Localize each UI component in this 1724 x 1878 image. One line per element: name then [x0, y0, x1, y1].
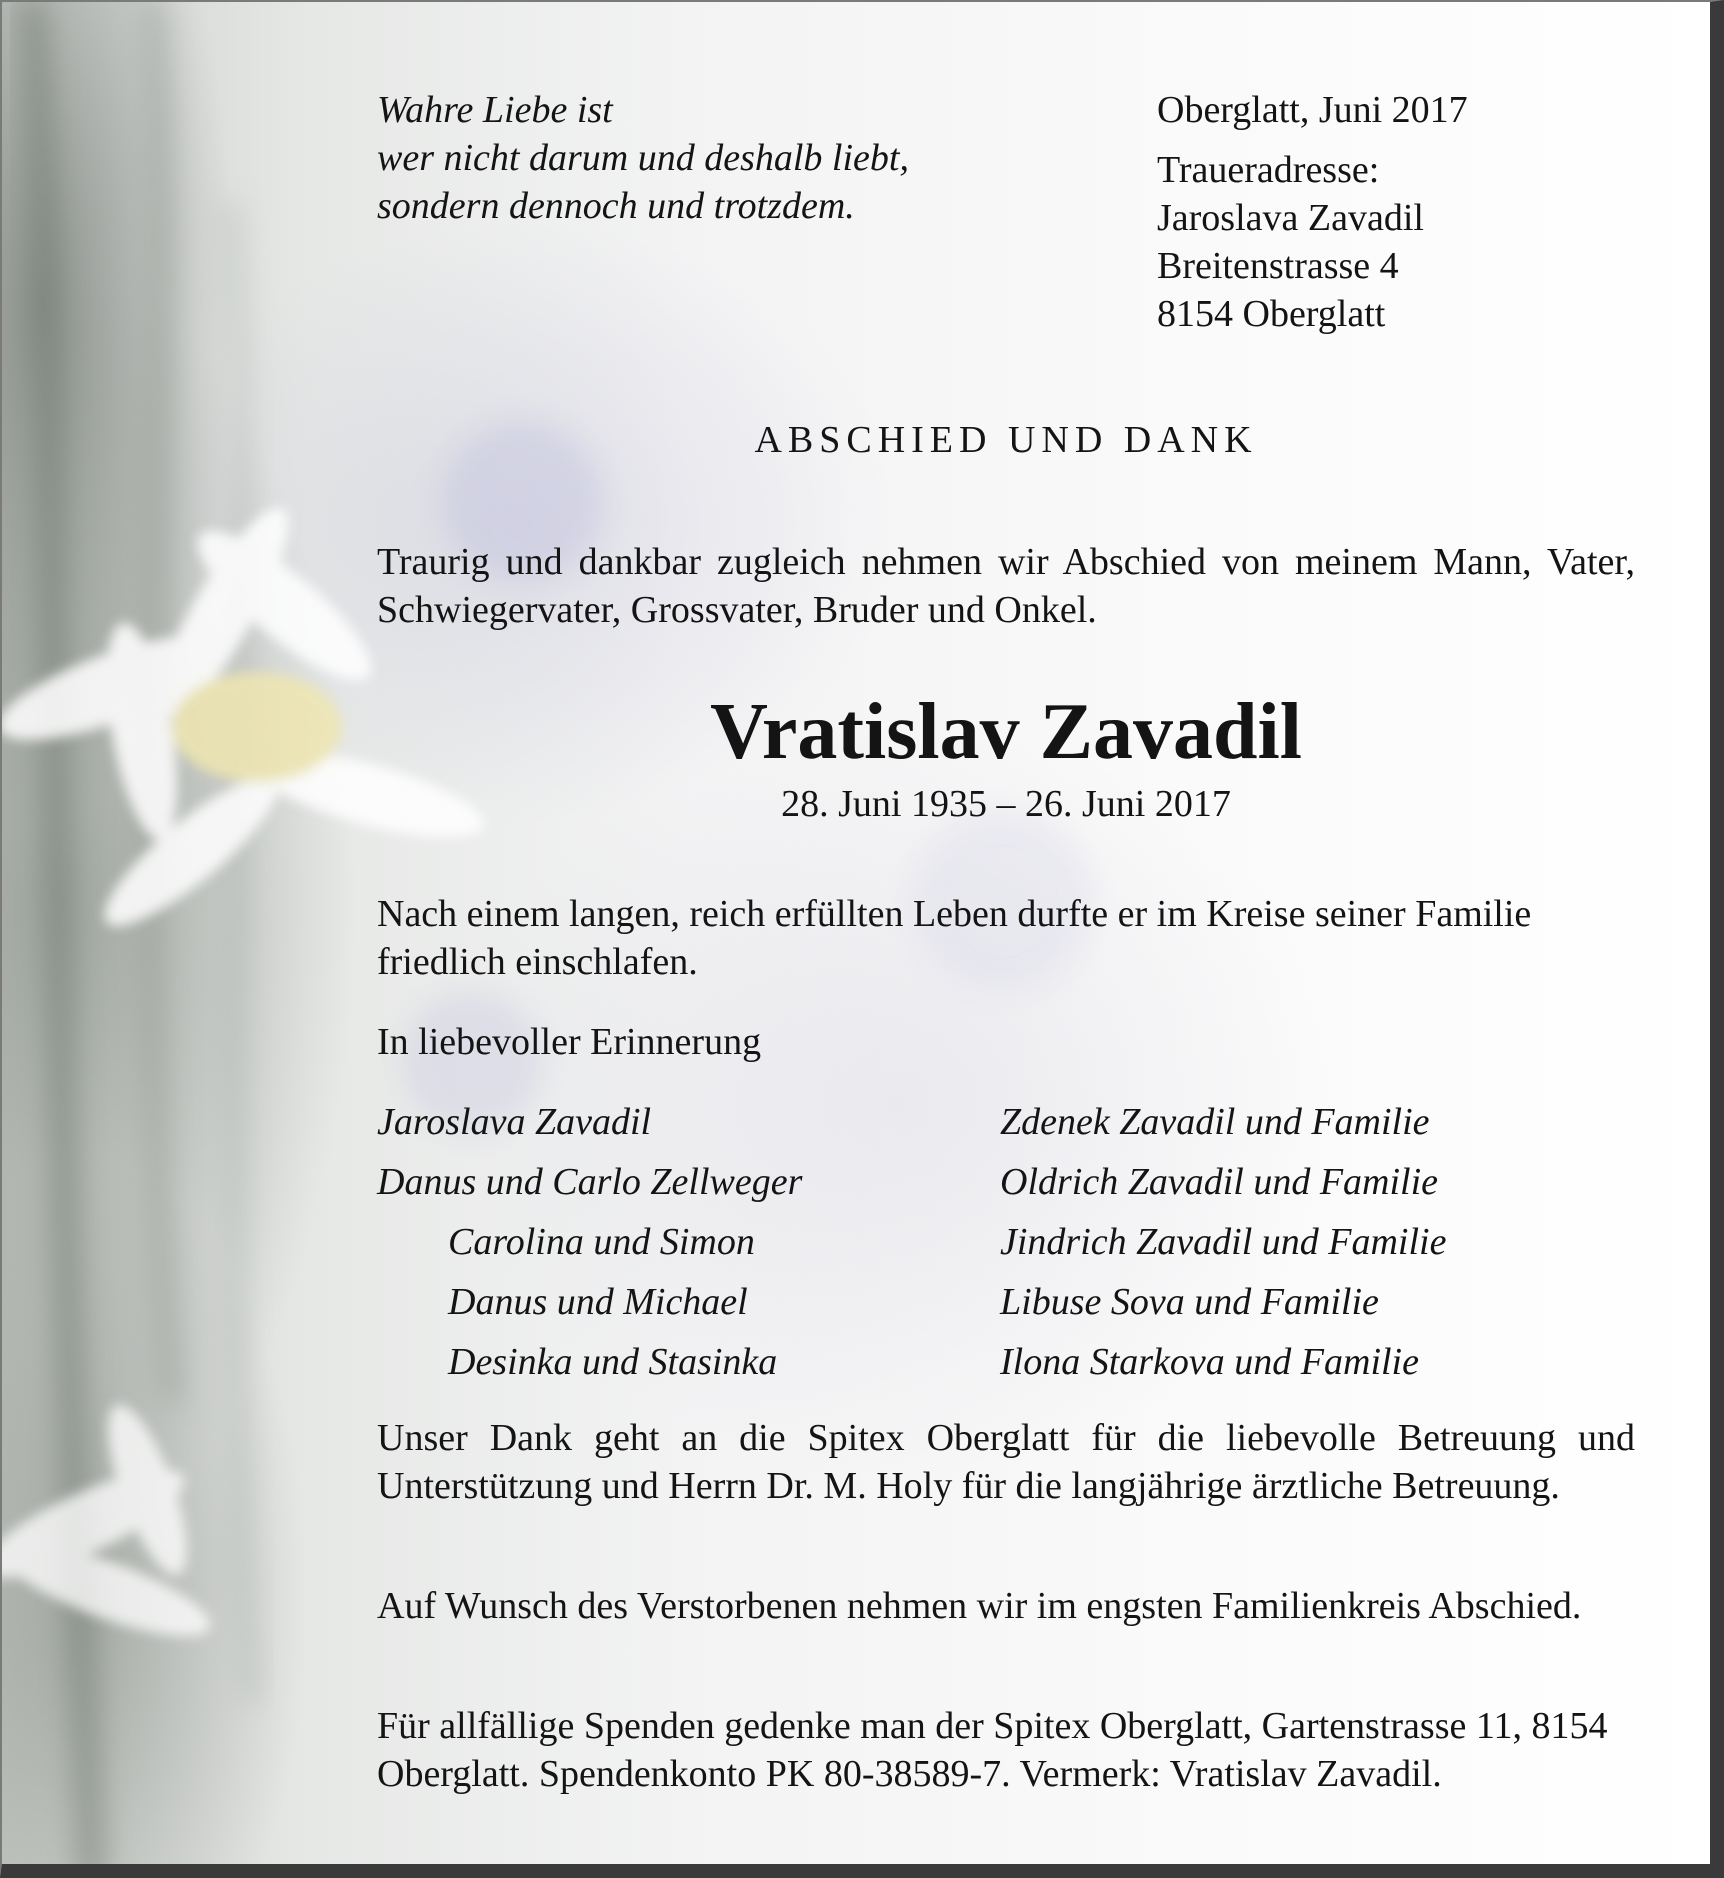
family-list-right: [1000, 1092, 1640, 1392]
deceased-name: Vratislav Zavadil: [710, 688, 1302, 776]
address-label: Traueradresse:: [1157, 149, 1380, 191]
family-member: Jaroslava Zavadil: [377, 1101, 652, 1143]
page-heading: ABSCHIED UND DANK: [754, 419, 1258, 461]
motto-line-2: wer nicht darum und deshalb liebt,: [377, 137, 909, 179]
family-member: Oldrich Zavadil und Familie: [1000, 1161, 1439, 1203]
family-member: Desinka und Stasinka: [448, 1341, 778, 1383]
daisy-flower-lower: [2, 1396, 219, 1653]
donation-paragraph: Für allfällige Spenden gedenke man der Spitex Oberglatt, Gartenstrasse 11, 8154 Oberglatt. Spendenkonto PK 80-38589-7. Vermerk: Vratislav Zavadil.: [377, 1705, 1608, 1795]
memory-label: In liebevoller Erinnerung: [377, 1021, 762, 1063]
motto-quote: [377, 86, 1077, 230]
family-member: Ilona Starkova und Familie: [1000, 1341, 1419, 1383]
address-street: Breitenstrasse 4: [1157, 245, 1399, 287]
wish-paragraph: Auf Wunsch des Verstorbenen nehmen wir im engsten Familienkreis Abschied.: [377, 1585, 1582, 1627]
family-list-left: [377, 1092, 977, 1392]
family-member: Zdenek Zavadil und Familie: [1000, 1101, 1430, 1143]
thanks-paragraph: Unser Dank geht an die Spitex Oberglatt für die liebevolle Betreuung und Unterstützung und Herrn Dr. M. Holy für die langjährige ärztliche Betreuung.: [377, 1417, 1635, 1507]
life-dates: 28. Juni 1935 – 26. Juni 2017: [781, 783, 1231, 825]
family-member: Libuse Sova und Familie: [1000, 1281, 1379, 1323]
motto-line-1: Wahre Liebe ist: [377, 89, 613, 131]
family-member: Carolina und Simon: [448, 1221, 755, 1263]
family-member: Jindrich Zavadil und Familie: [1000, 1221, 1447, 1263]
mourning-address-block: [1157, 86, 1677, 338]
address-city: 8154 Oberglatt: [1157, 293, 1386, 335]
address-name: Jaroslava Zavadil: [1157, 197, 1424, 239]
place-date: Oberglatt, Juni 2017: [1157, 89, 1468, 131]
motto-line-3: sondern dennoch und trotzdem.: [377, 185, 855, 227]
intro-paragraph: Traurig und dankbar zugleich nehmen wir Abschied von meinem Mann, Vater, Schwiegervater, Grossvater, Bruder und Onkel.: [377, 541, 1635, 631]
family-member: Danus und Michael: [448, 1281, 748, 1323]
family-member: Danus und Carlo Zellweger: [377, 1161, 803, 1203]
life-paragraph: Nach einem langen, reich erfüllten Leben durfte er im Kreise seiner Familie friedlich einschlafen.: [377, 893, 1532, 983]
